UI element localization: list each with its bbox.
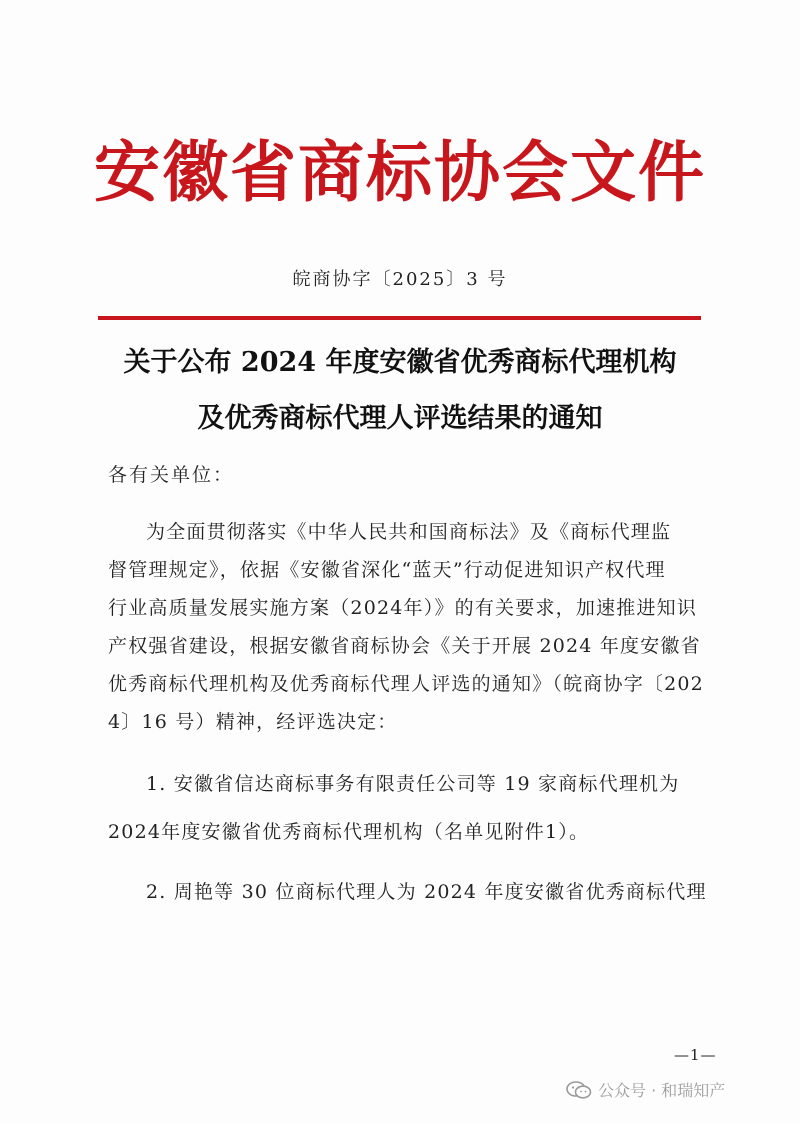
body-line: 产权强省建设，根据安徽省商标协会《关于开展 2024 年度安徽省	[108, 635, 701, 657]
body-line: 督管理规定》，依据《安徽省深化“蓝天”行动促进知识产权代理	[108, 559, 666, 581]
document-number: 皖商协字〔2025〕3 号	[292, 269, 508, 290]
wechat-icon	[566, 1080, 592, 1100]
body-line: 4〕16 号）精神，经评选决定：	[108, 711, 398, 733]
list-item: 1. 安徽省信达商标事务有限责任公司等 19 家商标代理机为	[146, 773, 680, 795]
watermark	[566, 1078, 725, 1101]
notice-title-line-2: 及优秀商标代理人评选结果的通知	[197, 403, 603, 434]
org-header-title: 安徽省商标协会文件	[94, 133, 706, 211]
body-line: 优秀商标代理机构及优秀商标代理人评选的通知》（皖商协字〔202	[108, 673, 704, 695]
list-item-continuation: 2024年度安徽省优秀商标代理机构（名单见附件1）。	[108, 821, 590, 843]
list-item: 2. 周艳等 30 位商标代理人为 2024 年度安徽省优秀商标代理	[146, 881, 707, 903]
red-divider-line	[98, 316, 701, 320]
notice-title-line-1: 关于公布 2024 年度安徽省优秀商标代理机构	[123, 347, 677, 378]
page-number: —1—	[674, 1046, 717, 1064]
body-line: 行业高质量发展实施方案（2024年）》的有关要求，加速推进知识	[108, 597, 698, 619]
salutation: 各有关单位：	[108, 464, 235, 486]
body-line: 为全面贯彻落实《中华人民共和国商标法》及《商标代理监	[146, 521, 672, 543]
watermark-text: 公众号 · 和瑞知产	[598, 1081, 726, 1100]
